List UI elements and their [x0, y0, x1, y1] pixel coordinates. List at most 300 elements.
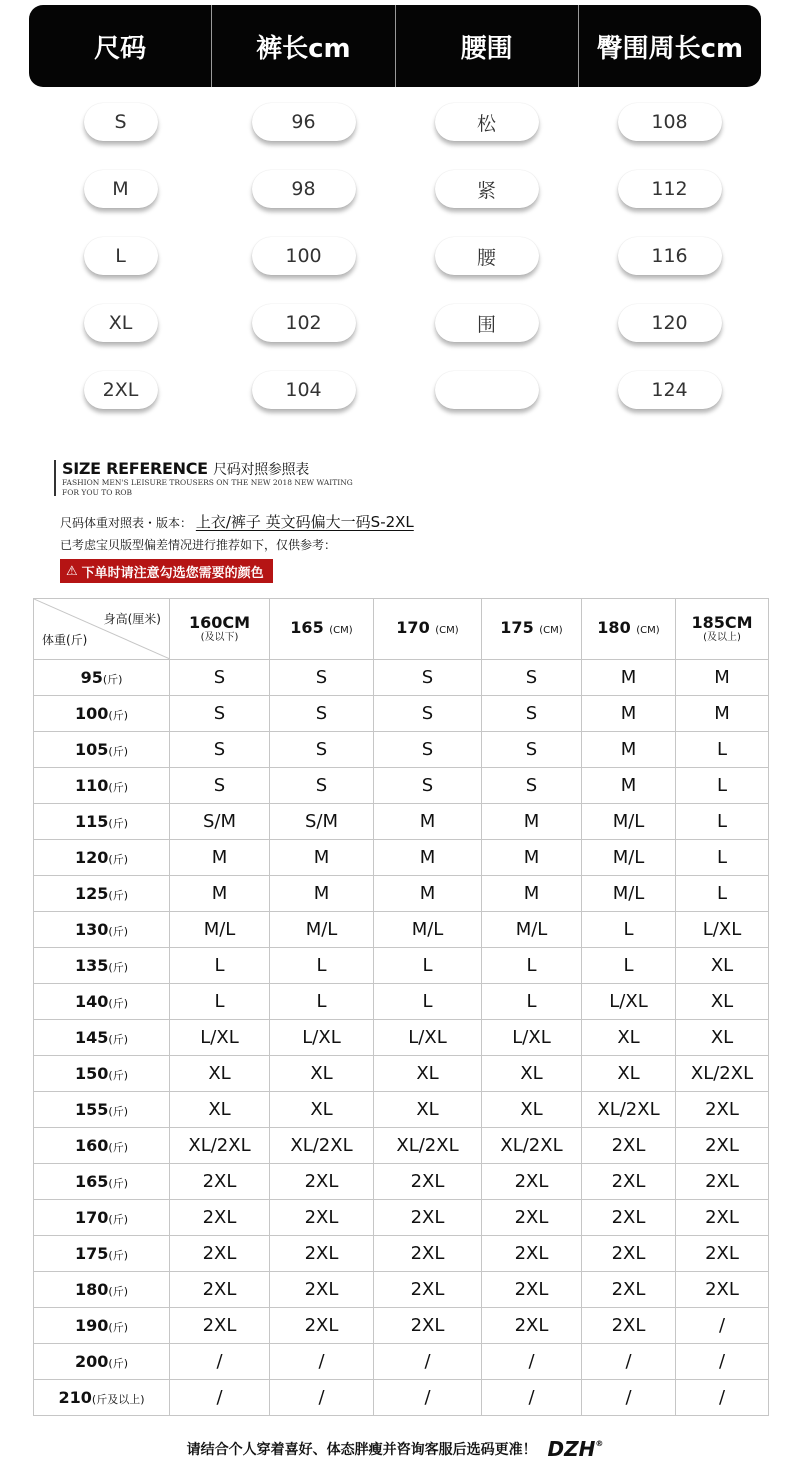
- brand-logo-text: DZH: [547, 1437, 596, 1461]
- size-cell: [29, 167, 212, 211]
- size-pill: 116: [618, 237, 722, 275]
- grid-row: [34, 912, 769, 948]
- weight-cell: [34, 1308, 170, 1344]
- recommended-size-cell: 2XL: [270, 1308, 374, 1344]
- weight-cell: [34, 1200, 170, 1236]
- size-cell: [578, 301, 761, 345]
- recommended-size-cell: 2XL: [676, 1164, 769, 1200]
- recommended-size-cell: M: [676, 696, 769, 732]
- size-pill: 112: [618, 170, 722, 208]
- weight-value: 190: [75, 1316, 109, 1335]
- size-cell: [578, 167, 761, 211]
- grid-row: [34, 1164, 769, 1200]
- recommended-size-cell: 2XL: [582, 1164, 676, 1200]
- grid-row: [34, 768, 769, 804]
- corner-box: [34, 599, 169, 659]
- weight-value: 115: [75, 812, 109, 831]
- recommended-size-cell: L: [676, 840, 769, 876]
- recommended-size-cell: M/L: [582, 876, 676, 912]
- recommended-size-cell: 2XL: [676, 1272, 769, 1308]
- recommended-size-cell: M: [374, 840, 482, 876]
- weight-value: 180: [75, 1280, 109, 1299]
- recommended-size-cell: L: [374, 984, 482, 1020]
- weight-cell: [34, 948, 170, 984]
- recommended-size-cell: /: [270, 1344, 374, 1380]
- recommended-size-cell: L: [170, 984, 270, 1020]
- weight-unit: (斤): [108, 1213, 128, 1226]
- reference-divider: [54, 460, 56, 496]
- weight-value: 125: [75, 884, 109, 903]
- recommended-size-cell: L: [676, 804, 769, 840]
- footer-text: 请结合个人穿着喜好、体态胖瘦并咨询客服后选码更准！: [186, 1442, 537, 1458]
- grid-row: [34, 1200, 769, 1236]
- height-value: 160CM: [188, 613, 251, 632]
- weight-cell: [34, 1344, 170, 1380]
- size-row: [29, 301, 761, 345]
- recommended-size-cell: /: [170, 1380, 270, 1416]
- color-warning-banner: [60, 559, 273, 583]
- recommended-size-cell: /: [374, 1344, 482, 1380]
- weight-value: 170: [75, 1208, 109, 1227]
- recommended-size-cell: 2XL: [482, 1200, 582, 1236]
- size-pill: 108: [618, 103, 722, 141]
- recommended-size-cell: /: [582, 1344, 676, 1380]
- weight-value: 105: [75, 740, 109, 759]
- warning-triangle-icon: ⚠: [66, 563, 78, 579]
- weight-unit: (斤): [108, 1033, 128, 1046]
- recommendation-note: 已考虑宝贝版型偏差情况进行推荐如下，仅供参考：: [60, 538, 337, 552]
- recommended-size-cell: XL: [170, 1056, 270, 1092]
- recommended-size-cell: 2XL: [676, 1200, 769, 1236]
- recommended-size-cell: XL: [270, 1056, 374, 1092]
- reference-title: [62, 459, 309, 479]
- weight-cell: [34, 804, 170, 840]
- weight-cell: [34, 876, 170, 912]
- size-cell: [578, 234, 761, 278]
- height-column-header: [676, 599, 769, 660]
- height-column-header: [270, 599, 374, 660]
- recommended-size-cell: XL: [170, 1092, 270, 1128]
- weight-value: 200: [75, 1352, 109, 1371]
- size-pill: 松: [435, 103, 539, 141]
- recommended-size-cell: 2XL: [270, 1272, 374, 1308]
- header-pants-length: 裤长cm: [212, 5, 395, 87]
- weight-cell: [34, 1164, 170, 1200]
- recommended-size-cell: /: [582, 1380, 676, 1416]
- recommended-size-cell: S: [270, 768, 374, 804]
- weight-unit: (斤): [108, 889, 128, 902]
- size-cell: [29, 368, 212, 412]
- grid-row: [34, 948, 769, 984]
- grid-row: [34, 1272, 769, 1308]
- weight-cell: [34, 1236, 170, 1272]
- weight-cell: [34, 696, 170, 732]
- height-value: 175: [500, 617, 534, 637]
- recommended-size-cell: XL/2XL: [374, 1128, 482, 1164]
- size-pill: 2XL: [84, 371, 158, 409]
- size-pill: 120: [618, 304, 722, 342]
- recommended-size-cell: L: [676, 876, 769, 912]
- height-unit: (CM): [435, 624, 459, 636]
- recommended-size-cell: S/M: [170, 804, 270, 840]
- version-highlight: 上衣/裤子 英文码偏大一码S-2XL: [195, 513, 414, 531]
- weight-value: 175: [75, 1244, 109, 1263]
- weight-cell: [34, 912, 170, 948]
- recommended-size-cell: L: [582, 912, 676, 948]
- recommended-size-cell: 2XL: [374, 1164, 482, 1200]
- recommended-size-cell: L: [482, 948, 582, 984]
- weight-value: 120: [75, 848, 109, 867]
- weight-unit: (斤): [108, 853, 128, 866]
- recommended-size-cell: XL/2XL: [170, 1128, 270, 1164]
- size-row: [29, 167, 761, 211]
- recommended-size-cell: S: [374, 732, 482, 768]
- weight-value: 210: [58, 1388, 92, 1407]
- recommended-size-cell: M: [676, 660, 769, 696]
- grid-row: [34, 1308, 769, 1344]
- recommended-size-cell: L: [676, 768, 769, 804]
- size-pill: 100: [252, 237, 356, 275]
- size-cell: [395, 301, 578, 345]
- height-value: 165: [290, 617, 324, 637]
- weight-value: 160: [75, 1136, 109, 1155]
- size-cell: [29, 301, 212, 345]
- weight-value: 110: [75, 776, 109, 795]
- grid-row: [34, 1380, 769, 1416]
- weight-unit: (斤及以上): [91, 1393, 145, 1406]
- recommended-size-cell: M/L: [482, 912, 582, 948]
- recommended-size-cell: S: [170, 696, 270, 732]
- recommended-size-cell: /: [270, 1380, 374, 1416]
- weight-value: 95: [80, 668, 103, 687]
- recommended-size-cell: /: [170, 1344, 270, 1380]
- recommended-size-cell: S: [482, 732, 582, 768]
- weight-unit: (斤): [108, 1069, 128, 1082]
- grid-row: [34, 1056, 769, 1092]
- size-pill: 紧: [435, 170, 539, 208]
- recommended-size-cell: 2XL: [374, 1308, 482, 1344]
- weight-value: 150: [75, 1064, 109, 1083]
- recommended-size-cell: L/XL: [270, 1020, 374, 1056]
- footer-note: [0, 1437, 790, 1461]
- recommended-size-cell: XL/2XL: [676, 1056, 769, 1092]
- size-cell: [578, 100, 761, 144]
- height-unit: (CM): [329, 624, 353, 636]
- recommended-size-cell: L: [270, 984, 374, 1020]
- weight-cell: [34, 840, 170, 876]
- size-cell: [395, 234, 578, 278]
- height-qualifier: (及以下): [200, 632, 239, 643]
- recommended-size-cell: M: [374, 804, 482, 840]
- recommended-size-cell: /: [374, 1380, 482, 1416]
- grid-row: [34, 876, 769, 912]
- recommended-size-cell: XL: [482, 1092, 582, 1128]
- recommended-size-cell: 2XL: [170, 1164, 270, 1200]
- recommended-size-cell: 2XL: [270, 1164, 374, 1200]
- recommended-size-cell: S: [374, 696, 482, 732]
- color-warning-text: 下单时请注意勾选您需要的颜色: [81, 565, 264, 581]
- recommended-size-cell: 2XL: [482, 1164, 582, 1200]
- weight-axis-label: 体重(斤): [42, 633, 88, 647]
- grid-row: [34, 1236, 769, 1272]
- recommended-size-cell: 2XL: [270, 1200, 374, 1236]
- weight-cell: [34, 1092, 170, 1128]
- recommended-size-cell: XL: [374, 1056, 482, 1092]
- recommended-size-cell: M/L: [582, 840, 676, 876]
- recommended-size-cell: XL: [270, 1092, 374, 1128]
- recommended-size-cell: 2XL: [582, 1272, 676, 1308]
- recommended-size-cell: M: [170, 876, 270, 912]
- grid-row: [34, 804, 769, 840]
- size-row: [29, 234, 761, 278]
- recommended-size-cell: M: [482, 804, 582, 840]
- weight-cell: [34, 732, 170, 768]
- weight-unit: (斤): [108, 1141, 128, 1154]
- recommended-size-cell: /: [676, 1344, 769, 1380]
- header-size: 尺码: [29, 5, 212, 87]
- weight-unit: (斤): [108, 1285, 128, 1298]
- size-cell: [395, 100, 578, 144]
- reference-title-en: SIZE REFERENCE: [62, 459, 208, 478]
- registered-mark: ®: [595, 1439, 604, 1448]
- recommended-size-cell: 2XL: [676, 1092, 769, 1128]
- recommended-size-cell: L: [676, 732, 769, 768]
- recommended-size-cell: 2XL: [374, 1200, 482, 1236]
- weight-unit: (斤): [108, 997, 128, 1010]
- recommended-size-cell: L/XL: [170, 1020, 270, 1056]
- recommended-size-cell: M/L: [170, 912, 270, 948]
- recommended-size-cell: /: [482, 1344, 582, 1380]
- recommended-size-cell: /: [676, 1380, 769, 1416]
- size-pill: 102: [252, 304, 356, 342]
- grid-row: [34, 696, 769, 732]
- weight-cell: [34, 1128, 170, 1164]
- recommended-size-cell: M: [482, 840, 582, 876]
- recommended-size-cell: 2XL: [582, 1308, 676, 1344]
- recommended-size-cell: 2XL: [270, 1236, 374, 1272]
- height-unit: (CM): [636, 624, 660, 636]
- weight-unit: (斤): [108, 709, 128, 722]
- size-cell: [212, 100, 395, 144]
- recommended-size-cell: L: [270, 948, 374, 984]
- weight-value: 130: [75, 920, 109, 939]
- recommended-size-cell: 2XL: [582, 1200, 676, 1236]
- recommended-size-cell: XL: [582, 1056, 676, 1092]
- weight-unit: (斤): [108, 781, 128, 794]
- recommended-size-cell: S: [270, 660, 374, 696]
- recommended-size-cell: L: [374, 948, 482, 984]
- size-pill: L: [84, 237, 158, 275]
- recommended-size-cell: S/M: [270, 804, 374, 840]
- recommended-size-cell: S: [170, 732, 270, 768]
- weight-unit: (斤): [108, 1357, 128, 1370]
- height-value: 185CM: [691, 613, 753, 632]
- version-line: [60, 511, 414, 532]
- recommended-size-cell: XL: [676, 984, 769, 1020]
- height-axis-label: 身高(厘米): [103, 612, 161, 626]
- reference-title-cn: 尺码对照参照表: [213, 462, 309, 478]
- recommended-size-cell: M: [582, 732, 676, 768]
- weight-cell: [34, 660, 170, 696]
- weight-unit: (斤): [108, 817, 128, 830]
- recommended-size-cell: 2XL: [482, 1236, 582, 1272]
- size-pill: [435, 371, 539, 409]
- weight-value: 155: [75, 1100, 109, 1119]
- grid-row: [34, 1344, 769, 1380]
- size-cell: [29, 234, 212, 278]
- size-pill: S: [84, 103, 158, 141]
- weight-value: 145: [75, 1028, 109, 1047]
- weight-unit: (斤): [108, 961, 128, 974]
- recommended-size-cell: XL/2XL: [582, 1092, 676, 1128]
- recommended-size-cell: M/L: [374, 912, 482, 948]
- size-cell: [212, 368, 395, 412]
- size-cell: [395, 368, 578, 412]
- recommended-size-cell: S: [482, 660, 582, 696]
- recommended-size-cell: M: [270, 876, 374, 912]
- size-pill: 围: [435, 304, 539, 342]
- grid-row: [34, 984, 769, 1020]
- height-column-header: [170, 599, 270, 660]
- size-cell: [395, 167, 578, 211]
- weight-cell: [34, 1380, 170, 1416]
- recommended-size-cell: M: [582, 696, 676, 732]
- grid-row: [34, 840, 769, 876]
- recommended-size-cell: 2XL: [676, 1128, 769, 1164]
- recommended-size-cell: /: [482, 1380, 582, 1416]
- height-unit: (CM): [539, 624, 563, 636]
- header-hip: 臀围周长cm: [596, 33, 744, 64]
- recommended-size-cell: M: [374, 876, 482, 912]
- recommended-size-cell: 2XL: [482, 1308, 582, 1344]
- size-row: [29, 368, 761, 412]
- recommended-size-cell: M: [170, 840, 270, 876]
- recommended-size-cell: 2XL: [170, 1272, 270, 1308]
- recommended-size-cell: M/L: [582, 804, 676, 840]
- weight-unit: (斤): [108, 925, 128, 938]
- height-value: 180: [597, 617, 631, 637]
- grid-row: [34, 1128, 769, 1164]
- weight-value: 135: [75, 956, 109, 975]
- size-cell: [29, 100, 212, 144]
- recommended-size-cell: /: [676, 1308, 769, 1344]
- recommended-size-cell: L: [482, 984, 582, 1020]
- recommended-size-cell: M: [482, 876, 582, 912]
- size-cell: [212, 234, 395, 278]
- weight-value: 140: [75, 992, 109, 1011]
- grid-corner: [34, 599, 170, 660]
- weight-value: 100: [75, 704, 109, 723]
- weight-height-grid: [33, 598, 769, 1416]
- recommended-size-cell: XL: [582, 1020, 676, 1056]
- recommended-size-cell: 2XL: [374, 1272, 482, 1308]
- recommended-size-cell: M/L: [270, 912, 374, 948]
- size-row: [29, 100, 761, 144]
- recommended-size-cell: M: [270, 840, 374, 876]
- size-cell: [212, 301, 395, 345]
- weight-unit: (斤): [108, 1321, 128, 1334]
- recommended-size-cell: 2XL: [374, 1236, 482, 1272]
- size-pill: 124: [618, 371, 722, 409]
- recommended-size-cell: M: [582, 660, 676, 696]
- weight-unit: (斤): [102, 673, 123, 686]
- recommended-size-cell: S: [270, 732, 374, 768]
- grid-row: [34, 1092, 769, 1128]
- recommended-size-cell: S: [374, 768, 482, 804]
- grid-row: [34, 660, 769, 696]
- recommended-size-cell: L: [582, 948, 676, 984]
- height-qualifier: (及以上): [703, 632, 741, 643]
- header-waist: 腰围: [396, 5, 579, 87]
- corner-diagonal: [34, 599, 170, 659]
- version-label: 尺码体重对照表・版本：: [60, 516, 193, 530]
- height-value: 170: [396, 617, 430, 637]
- weight-cell: [34, 1020, 170, 1056]
- recommended-size-cell: 2XL: [170, 1236, 270, 1272]
- height-column-header: [374, 599, 482, 660]
- weight-unit: (斤): [108, 1105, 128, 1118]
- recommended-size-cell: L: [170, 948, 270, 984]
- weight-cell: [34, 984, 170, 1020]
- size-pill: M: [84, 170, 158, 208]
- size-pill: 98: [252, 170, 356, 208]
- recommended-size-cell: XL: [676, 1020, 769, 1056]
- recommended-size-cell: L/XL: [676, 912, 769, 948]
- weight-cell: [34, 1056, 170, 1092]
- recommended-size-cell: XL: [676, 948, 769, 984]
- recommended-size-cell: XL/2XL: [270, 1128, 374, 1164]
- recommended-size-cell: 2XL: [170, 1200, 270, 1236]
- size-pill: XL: [84, 304, 158, 342]
- recommended-size-cell: XL: [482, 1056, 582, 1092]
- weight-unit: (斤): [108, 745, 128, 758]
- recommended-size-cell: XL/2XL: [482, 1128, 582, 1164]
- recommended-size-cell: 2XL: [582, 1236, 676, 1272]
- weight-cell: [34, 768, 170, 804]
- size-pill: 96: [252, 103, 356, 141]
- recommended-size-cell: M: [582, 768, 676, 804]
- weight-value: 165: [75, 1172, 109, 1191]
- grid-row: [34, 1020, 769, 1056]
- recommended-size-cell: S: [170, 660, 270, 696]
- size-table-header: [29, 5, 761, 87]
- size-cell: [578, 368, 761, 412]
- size-cell: [212, 167, 395, 211]
- weight-unit: (斤): [108, 1177, 128, 1190]
- recommended-size-cell: S: [270, 696, 374, 732]
- size-pill: 腰: [435, 237, 539, 275]
- recommended-size-cell: L/XL: [482, 1020, 582, 1056]
- reference-subtitle: FASHION MEN'S LEISURE TROUSERS ON THE NEW 2018 NEW WAITING FOR YOU TO ROB: [62, 478, 353, 497]
- recommended-size-cell: S: [482, 768, 582, 804]
- recommended-size-cell: S: [374, 660, 482, 696]
- height-column-header: [582, 599, 676, 660]
- grid-row: [34, 732, 769, 768]
- recommended-size-cell: S: [170, 768, 270, 804]
- brand-logo: [548, 1437, 604, 1461]
- recommended-size-cell: 2XL: [170, 1308, 270, 1344]
- recommended-size-cell: 2XL: [676, 1236, 769, 1272]
- recommended-size-cell: L/XL: [582, 984, 676, 1020]
- recommended-size-cell: S: [482, 696, 582, 732]
- recommended-size-cell: 2XL: [582, 1128, 676, 1164]
- weight-cell: [34, 1272, 170, 1308]
- weight-unit: (斤): [108, 1249, 128, 1262]
- size-pill: 104: [252, 371, 356, 409]
- recommended-size-cell: 2XL: [482, 1272, 582, 1308]
- recommended-size-cell: XL: [374, 1092, 482, 1128]
- height-column-header: [482, 599, 582, 660]
